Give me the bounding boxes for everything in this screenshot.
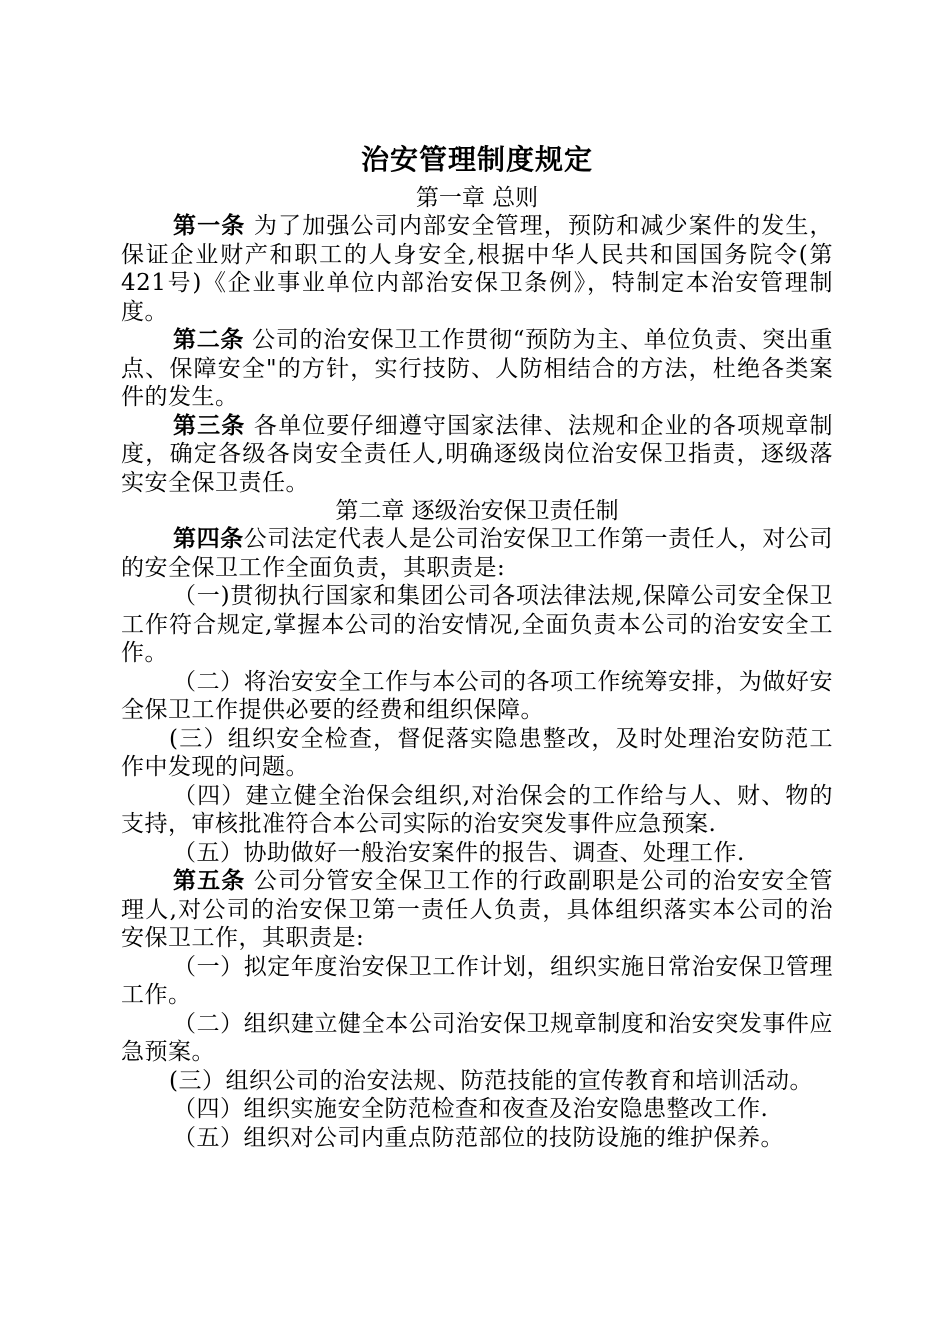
list-item-text: （四）建立健全治保会组织,对治保会的工作给与人、财、物的支持，审核批准符合本公司实际的治安突发事件应急预案.	[121, 782, 833, 837]
list-item	[121, 668, 833, 725]
list-item-text: (三）组织安全检查，督促落实隐患整改，及时处理治安防范工作中发现的问题。	[121, 725, 833, 780]
document-title: 治安管理制度规定	[360, 143, 593, 176]
list-item	[121, 1010, 833, 1067]
article-paragraph	[121, 212, 833, 326]
list-item-text: （五）协助做好一般治安案件的报告、调查、处理工作.	[173, 839, 745, 866]
list-item	[121, 782, 833, 839]
article-text: 公司法定代表人是公司治安保卫工作第一责任人，对公司的安全保卫工作全面负责，其职责是:	[121, 526, 834, 581]
list-item-text: （一）拟定年度治安保卫工作计划，组织实施日常治安保卫管理工作。	[121, 953, 833, 1008]
article-paragraph	[121, 867, 833, 953]
list-item-text: (三）组织公司的治安法规、防范技能的宣传教育和培训活动。	[169, 1067, 813, 1094]
article-paragraph	[121, 326, 833, 412]
article-text: 公司的治安保卫工作贯彻“预防为主、单位负责、突出重点、保障安全"的方针，实行技防、人防相结合的方法，杜绝各类案件的发生。	[121, 327, 834, 410]
list-item	[121, 839, 833, 868]
document-page	[121, 140, 833, 1152]
list-item	[121, 1095, 833, 1124]
article-paragraph	[121, 412, 833, 498]
chapter-heading: 第二章 逐级治安保卫责任制	[335, 498, 619, 524]
article-label: 第四条	[173, 525, 244, 552]
list-item-text: （二）将治安安全工作与本公司的各项工作统筹安排，为做好安全保卫工作提供必要的经费和组织保障。	[121, 668, 833, 723]
article-paragraph	[121, 525, 833, 582]
article-label: 第三条	[173, 411, 246, 439]
chapter-heading: 第一章 总则	[415, 185, 539, 211]
article-text: 为了加强公司内部安全管理，预防和减少案件的发生，保证企业财产和职工的人身安全,根据中华人民共和国国务院令(第421号)《企业事业单位内部治安保卫条例》，特制定本治安管理制度。	[121, 213, 834, 325]
article-label: 第五条	[173, 867, 246, 894]
list-item-text: （一)贯彻执行国家和集团公司各项法律法规,保障公司安全保卫工作符合规定,掌握本公司的治安情况,全面负责本公司的治安安全工作。	[121, 583, 833, 666]
article-label: 第二条	[173, 326, 245, 353]
list-item	[121, 1124, 833, 1153]
list-item-text: （二）组织建立健全本公司治安保卫规章制度和治安突发事件应急预案。	[121, 1010, 833, 1065]
article-text: 公司分管安全保卫工作的行政副职是公司的治安安全管理人,对公司的治安保卫第一责任人负责，具体组织落实本公司的治安保卫工作，其职责是:	[121, 868, 834, 951]
list-item-text: （五）组织对公司内重点防范部位的技防设施的维护保养。	[173, 1124, 784, 1151]
list-item	[121, 582, 833, 668]
list-item	[121, 953, 833, 1010]
list-item-text: （四）组织实施安全防范检查和夜查及治安隐患整改工作.	[173, 1096, 769, 1122]
list-item	[121, 1067, 833, 1096]
list-item	[121, 725, 833, 782]
article-label: 第一条	[173, 212, 246, 239]
article-text: 各单位要仔细遵守国家法律、法规和企业的各项规章制度，确定各级各岗安全责任人,明确逐级岗位治安保卫指责，逐级落实安全保卫责任。	[121, 412, 834, 496]
